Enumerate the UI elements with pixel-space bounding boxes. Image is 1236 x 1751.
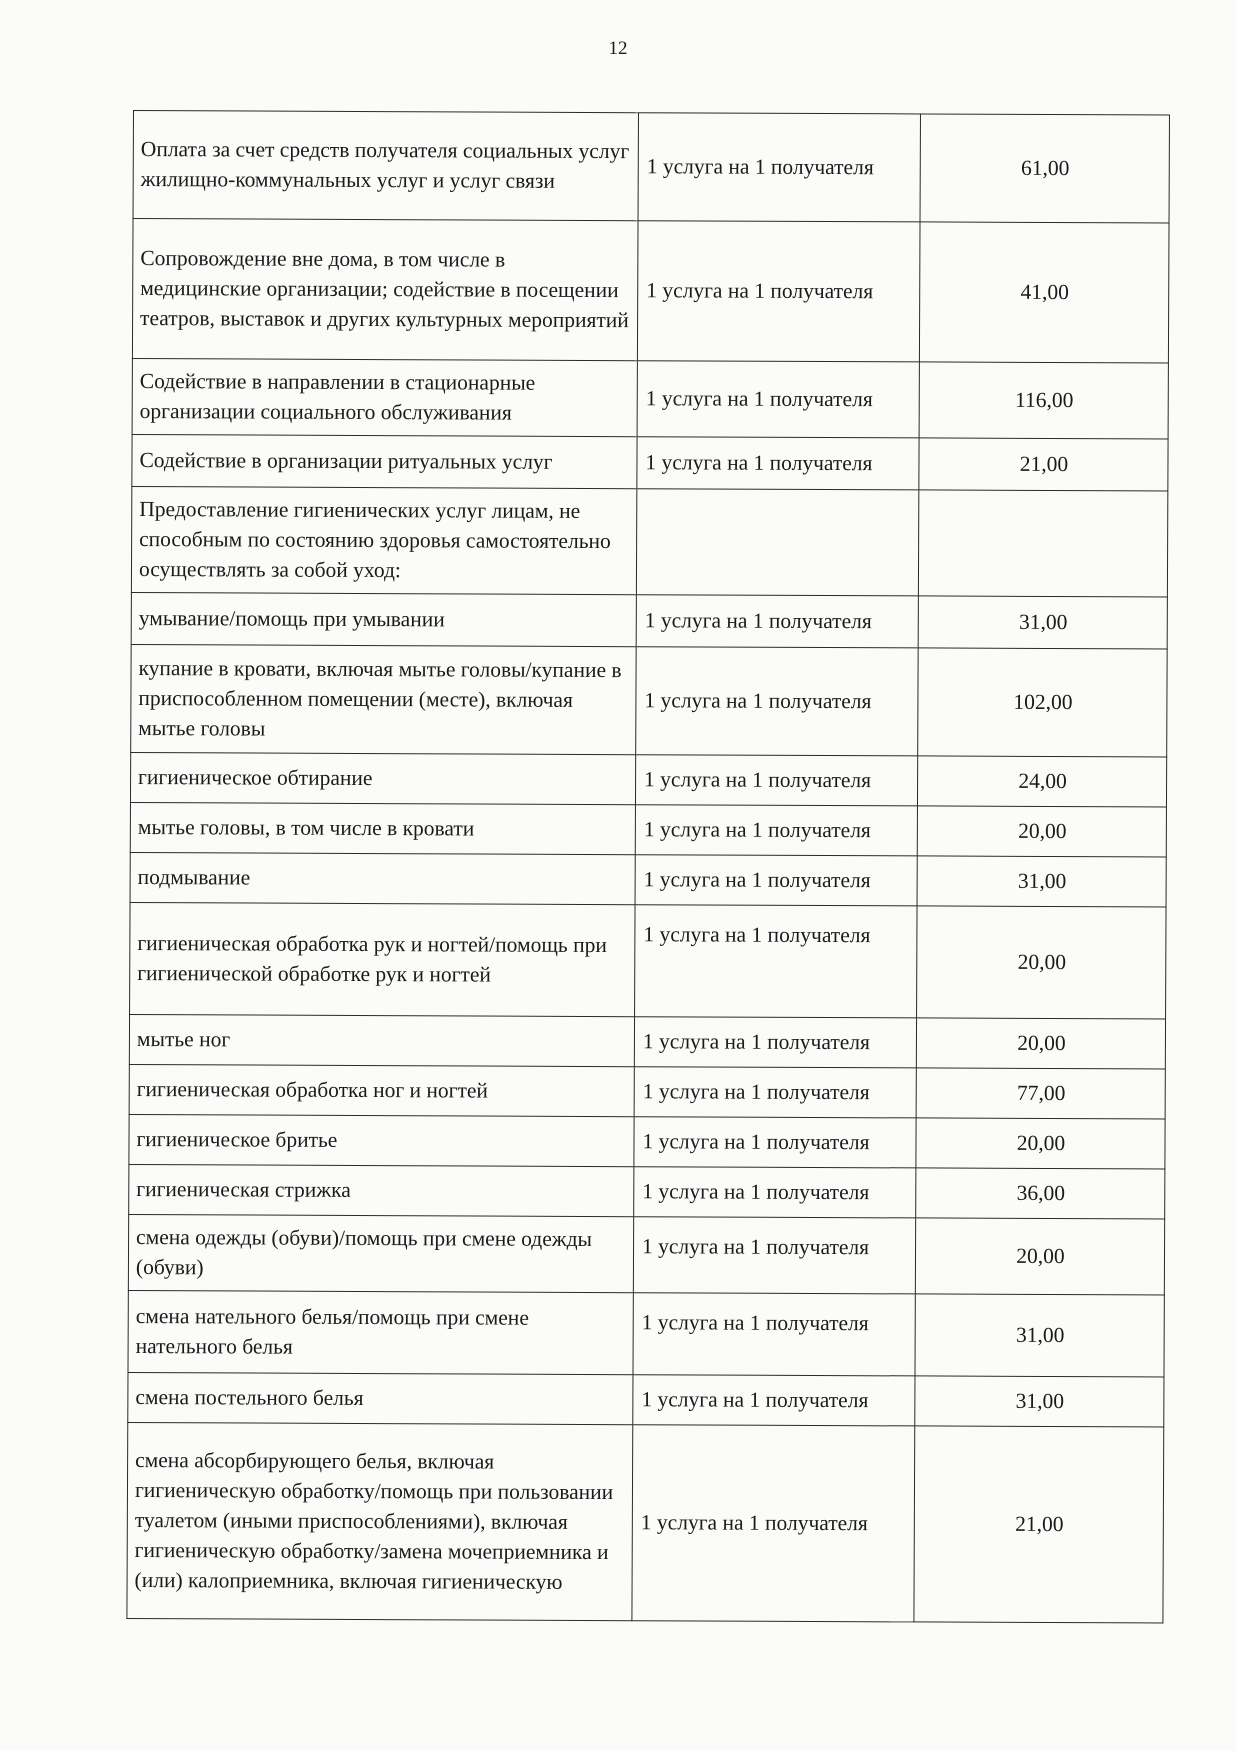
- price-cell: 61,00: [920, 114, 1169, 223]
- price-cell: 116,00: [919, 362, 1168, 439]
- service-cell: смена одежды (обуви)/помощь при смене одежды (обуви): [128, 1214, 633, 1292]
- unit-cell: 1 услуга на 1 получателя: [634, 1167, 916, 1218]
- table-row: [130, 852, 1166, 907]
- unit-cell: 1 услуга на 1 получателя: [633, 1217, 915, 1294]
- price-cell: 24,00: [917, 756, 1166, 807]
- table-row: [128, 1372, 1164, 1427]
- table-row: [130, 802, 1166, 857]
- table-row: [129, 1064, 1165, 1119]
- unit-cell: 1 услуга на 1 получателя: [635, 905, 917, 1018]
- table-row: [128, 1214, 1164, 1295]
- unit-cell: 1 услуга на 1 получателя: [633, 1293, 915, 1376]
- service-cell: Содействие в направлении в стационарные организации социального обслуживания: [132, 358, 637, 436]
- tariff-table: [126, 110, 1170, 1624]
- price-cell: 102,00: [918, 648, 1167, 757]
- table-row: [129, 1014, 1165, 1069]
- unit-cell: 1 услуга на 1 получателя: [636, 647, 918, 756]
- service-cell: купание в кровати, включая мытье головы/купание в приспособленном помещении (месте), включая мытье головы: [131, 644, 636, 754]
- unit-cell: 1 услуга на 1 получателя: [634, 1067, 916, 1118]
- service-cell: гигиеническая обработка ног и ногтей: [129, 1064, 634, 1116]
- price-cell: 77,00: [916, 1068, 1165, 1119]
- unit-cell: 1 услуга на 1 получателя: [634, 1017, 916, 1068]
- price-cell: [918, 490, 1167, 597]
- unit-cell: 1 услуга на 1 получателя: [638, 113, 920, 222]
- unit-cell: 1 услуга на 1 получателя: [634, 1117, 916, 1168]
- unit-cell: 1 услуга на 1 получателя: [633, 1375, 915, 1426]
- price-cell: 31,00: [917, 856, 1166, 907]
- table-row: [130, 752, 1166, 807]
- service-cell: гигиеническая стрижка: [129, 1164, 634, 1216]
- table-row: [132, 219, 1169, 364]
- page-number: 12: [608, 38, 628, 59]
- price-cell: 41,00: [919, 222, 1169, 363]
- table-row: [130, 902, 1166, 1019]
- table-row: [129, 1164, 1165, 1219]
- table-row: [131, 644, 1167, 757]
- service-cell: Сопровождение вне дома, в том числе в медицинские организации; содействие в посещении театров, выставок и других культурных мероприятий: [132, 219, 638, 361]
- price-cell: 20,00: [917, 906, 1166, 1019]
- table-row: [128, 1290, 1164, 1377]
- unit-cell: 1 услуга на 1 получателя: [637, 361, 919, 438]
- price-cell: 20,00: [916, 1118, 1165, 1169]
- service-cell: Содействие в организации ритуальных услуг: [132, 434, 637, 488]
- service-cell: мытье ног: [129, 1014, 634, 1066]
- table-row: [131, 592, 1167, 649]
- price-cell: 31,00: [918, 596, 1167, 649]
- service-cell: смена постельного белья: [128, 1372, 633, 1424]
- table-row: [133, 111, 1169, 224]
- service-cell: смена абсорбирующего белья, включая гигиеническую обработку/помощь при пользовании туалетом (иными приспособлениями), включая гигиеническую обработку/замена мочеприемника и (или) калоприемника, включая гигиеническую: [127, 1422, 633, 1620]
- service-cell: Оплата за счет средств получателя социальных услуг жилищно-коммунальных услуг и услуг связи: [133, 111, 638, 221]
- table-row: [132, 358, 1168, 439]
- service-cell: умывание/помощь при умывании: [131, 592, 636, 646]
- price-cell: 21,00: [919, 438, 1168, 491]
- service-cell: подмывание: [130, 852, 635, 904]
- service-cell: гигиеническое обтирание: [130, 752, 635, 804]
- price-cell: 20,00: [916, 1018, 1165, 1069]
- price-cell: 20,00: [917, 806, 1166, 857]
- unit-cell: 1 услуга на 1 получателя: [636, 595, 918, 648]
- table-row: [131, 486, 1167, 597]
- price-cell: 36,00: [916, 1168, 1165, 1219]
- service-cell: мытье головы, в том числе в кровати: [130, 802, 635, 854]
- price-cell: 31,00: [915, 1376, 1164, 1427]
- table-row: [127, 1422, 1164, 1623]
- service-cell: гигиеническая обработка рук и ногтей/помощь при гигиенической обработке рук и ногтей: [130, 902, 635, 1016]
- unit-cell: 1 услуга на 1 получателя: [635, 755, 917, 806]
- service-cell: Предоставление гигиенических услуг лицам, не способным по состоянию здоровья самостоятельно осуществлять за собой уход:: [131, 486, 636, 594]
- price-cell: 21,00: [914, 1426, 1164, 1623]
- unit-cell: 1 услуга на 1 получателя: [635, 855, 917, 906]
- service-cell: гигиеническое бритье: [129, 1114, 634, 1166]
- price-cell: 20,00: [915, 1218, 1164, 1295]
- unit-cell: 1 услуга на 1 получателя: [635, 805, 917, 856]
- unit-cell: 1 услуга на 1 получателя: [637, 437, 919, 490]
- service-cell: смена нательного белья/помощь при смене нательного белья: [128, 1290, 633, 1374]
- unit-cell: [636, 489, 918, 596]
- unit-cell: 1 услуга на 1 получателя: [637, 221, 920, 362]
- price-cell: 31,00: [915, 1294, 1164, 1377]
- table-row: [132, 434, 1168, 491]
- table-row: [129, 1114, 1165, 1169]
- unit-cell: 1 услуга на 1 получателя: [632, 1425, 915, 1622]
